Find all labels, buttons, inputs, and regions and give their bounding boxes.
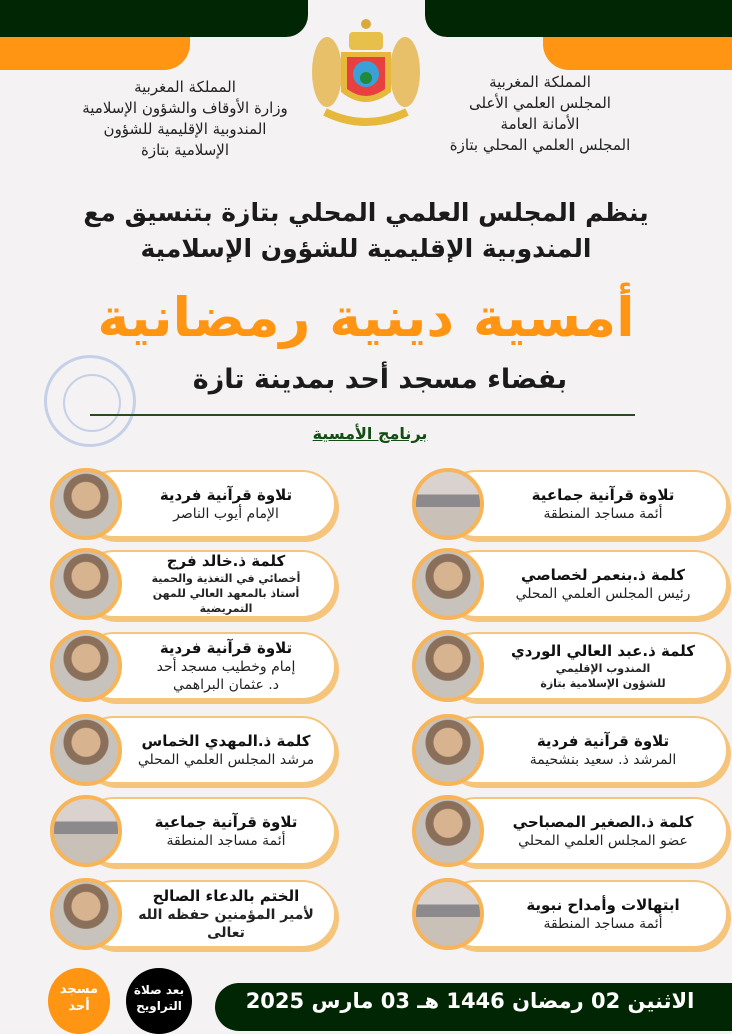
program-item-title: ابتهالات وأمداح نبوية (526, 895, 680, 914)
top-bar-green-right (425, 0, 732, 37)
program-item (50, 797, 336, 867)
program-item-title: الختم بالدعاء الصالح (152, 886, 300, 905)
program-item (50, 880, 336, 950)
program-item-text (126, 797, 326, 865)
program-item-text (488, 716, 718, 784)
program-item (50, 470, 336, 540)
speaker-photo (50, 878, 122, 950)
header-left-line: المندوبية الإقليمية للشؤون (103, 120, 267, 138)
program-item-text (488, 632, 718, 700)
header-left-line: الإسلامية بتازة (141, 141, 229, 159)
time-badge-line: بعد صلاة (133, 983, 185, 997)
program-item-detail: أئمة مساجد المنطقة (543, 915, 663, 932)
header-right (420, 72, 660, 156)
program-item-title: كلمة ذ.خالد فرج (166, 552, 286, 570)
event-venue: بفضاء مسجد أحد بمدينة تازة (192, 364, 568, 395)
program-item-detail: مرشد المجلس العلمي المحلي (137, 751, 315, 768)
top-bar-green-left (0, 0, 308, 37)
program-item-detail: رئيس المجلس العلمي المحلي (515, 585, 691, 602)
program-item (50, 632, 336, 702)
program-item-detail: أئمة مساجد المنطقة (543, 505, 663, 522)
header-left-line: المملكة المغربية (134, 78, 236, 96)
header-right-line: المجلس العلمي الأعلى (469, 94, 611, 112)
program-item-text (126, 716, 326, 784)
program-item-detail: المرشد ذ. سعيد بنشحيمة (529, 751, 677, 768)
program-item (412, 470, 728, 540)
speaker-photo (412, 630, 484, 702)
program-item (412, 550, 728, 620)
program-item (50, 716, 336, 786)
program-item-text (126, 550, 326, 618)
program-item-detail: إمام وخطيب مسجد أحد (156, 658, 296, 675)
speaker-photo (50, 630, 122, 702)
program-item-title: كلمة ذ.بنعمر لخصاصي (521, 565, 685, 584)
event-date: الاثنين 02 رمضان 1446 هـ 03 مارس 2025 (215, 983, 732, 1031)
group-photo (412, 878, 484, 950)
program-item-detail: لأمير المؤمنين حفظه الله تعالى (138, 906, 314, 941)
program-item-text (126, 880, 326, 948)
speaker-photo (412, 548, 484, 620)
place-badge-line: أحد (68, 999, 90, 1014)
program-item-title: تلاوة قرآنية فردية (536, 731, 670, 750)
top-bar-orange-left (0, 37, 190, 70)
program-item-detail: المندوب الإقليمي (555, 661, 651, 675)
program-item-detail: الإمام أيوب الناصر (173, 505, 279, 522)
intro-line: ينظم المجلس العلمي المحلي بتازة بتنسيق مع (83, 198, 649, 227)
program-item-text (488, 470, 718, 538)
program-item-text (488, 550, 718, 618)
program-item-detail: أستاذ بالمعهد العالي للمهن التمريضية (152, 587, 300, 615)
time-badge (126, 968, 192, 1034)
header-right-line: المملكة المغربية (489, 73, 591, 91)
program-item-title: كلمة ذ.عبد العالي الوردي (510, 641, 696, 660)
program-item-title: تلاوة قرآنية جماعية (531, 485, 675, 504)
program-item-detail: عضو المجلس العلمي المحلي (518, 832, 688, 849)
program-item-title: كلمة ذ.الصغير المصباحي (512, 812, 694, 831)
program-item-text (126, 632, 326, 700)
program-item (412, 632, 728, 702)
official-stamp-icon (44, 355, 136, 447)
speaker-photo (412, 714, 484, 786)
program-item-title: تلاوة قرآنية جماعية (154, 812, 298, 831)
program-item-detail: أئمة مساجد المنطقة (166, 832, 286, 849)
place-badge-line: مسجد (59, 982, 99, 997)
top-bar-orange-right (543, 37, 732, 70)
program-item-text (488, 797, 718, 865)
place-badge (48, 968, 110, 1034)
speaker-photo (50, 548, 122, 620)
divider (90, 414, 635, 416)
program-heading: برنامج الأمسية (312, 424, 428, 443)
speaker-photo (50, 714, 122, 786)
coat-of-arms-icon (305, 12, 427, 132)
time-badge-line: التراويح (136, 999, 182, 1013)
program-item-title: تلاوة قرآنية فردية (159, 485, 293, 504)
header-left (60, 77, 310, 161)
intro-line: المندوبية الإقليمية للشؤون الإسلامية (140, 234, 592, 263)
program-item-detail: د. عثمان البراهمي (173, 676, 279, 693)
group-photo (50, 795, 122, 867)
program-item-title: كلمة ذ.المهدي الخماس (141, 731, 311, 750)
program-item (50, 550, 336, 620)
program-item-text (488, 880, 718, 948)
program-item (412, 716, 728, 786)
group-photo (412, 468, 484, 540)
header-left-line: وزارة الأوقاف والشؤون الإسلامية (82, 99, 288, 117)
speaker-photo (50, 468, 122, 540)
speaker-photo (412, 795, 484, 867)
header-right-line: المجلس العلمي المحلي بتازة (449, 136, 631, 154)
program-item-text (126, 470, 326, 538)
event-title: أمسية دينية رمضانية (97, 286, 635, 349)
program-item (412, 797, 728, 867)
program-item (412, 880, 728, 950)
program-item-detail: للشؤون الإسلامية بتازة (540, 676, 666, 690)
program-item-detail: أخصائي في التغذية والحمية (151, 572, 301, 585)
program-item-title: تلاوة قرآنية فردية (159, 638, 293, 657)
header-right-line: الأمانة العامة (500, 115, 580, 133)
